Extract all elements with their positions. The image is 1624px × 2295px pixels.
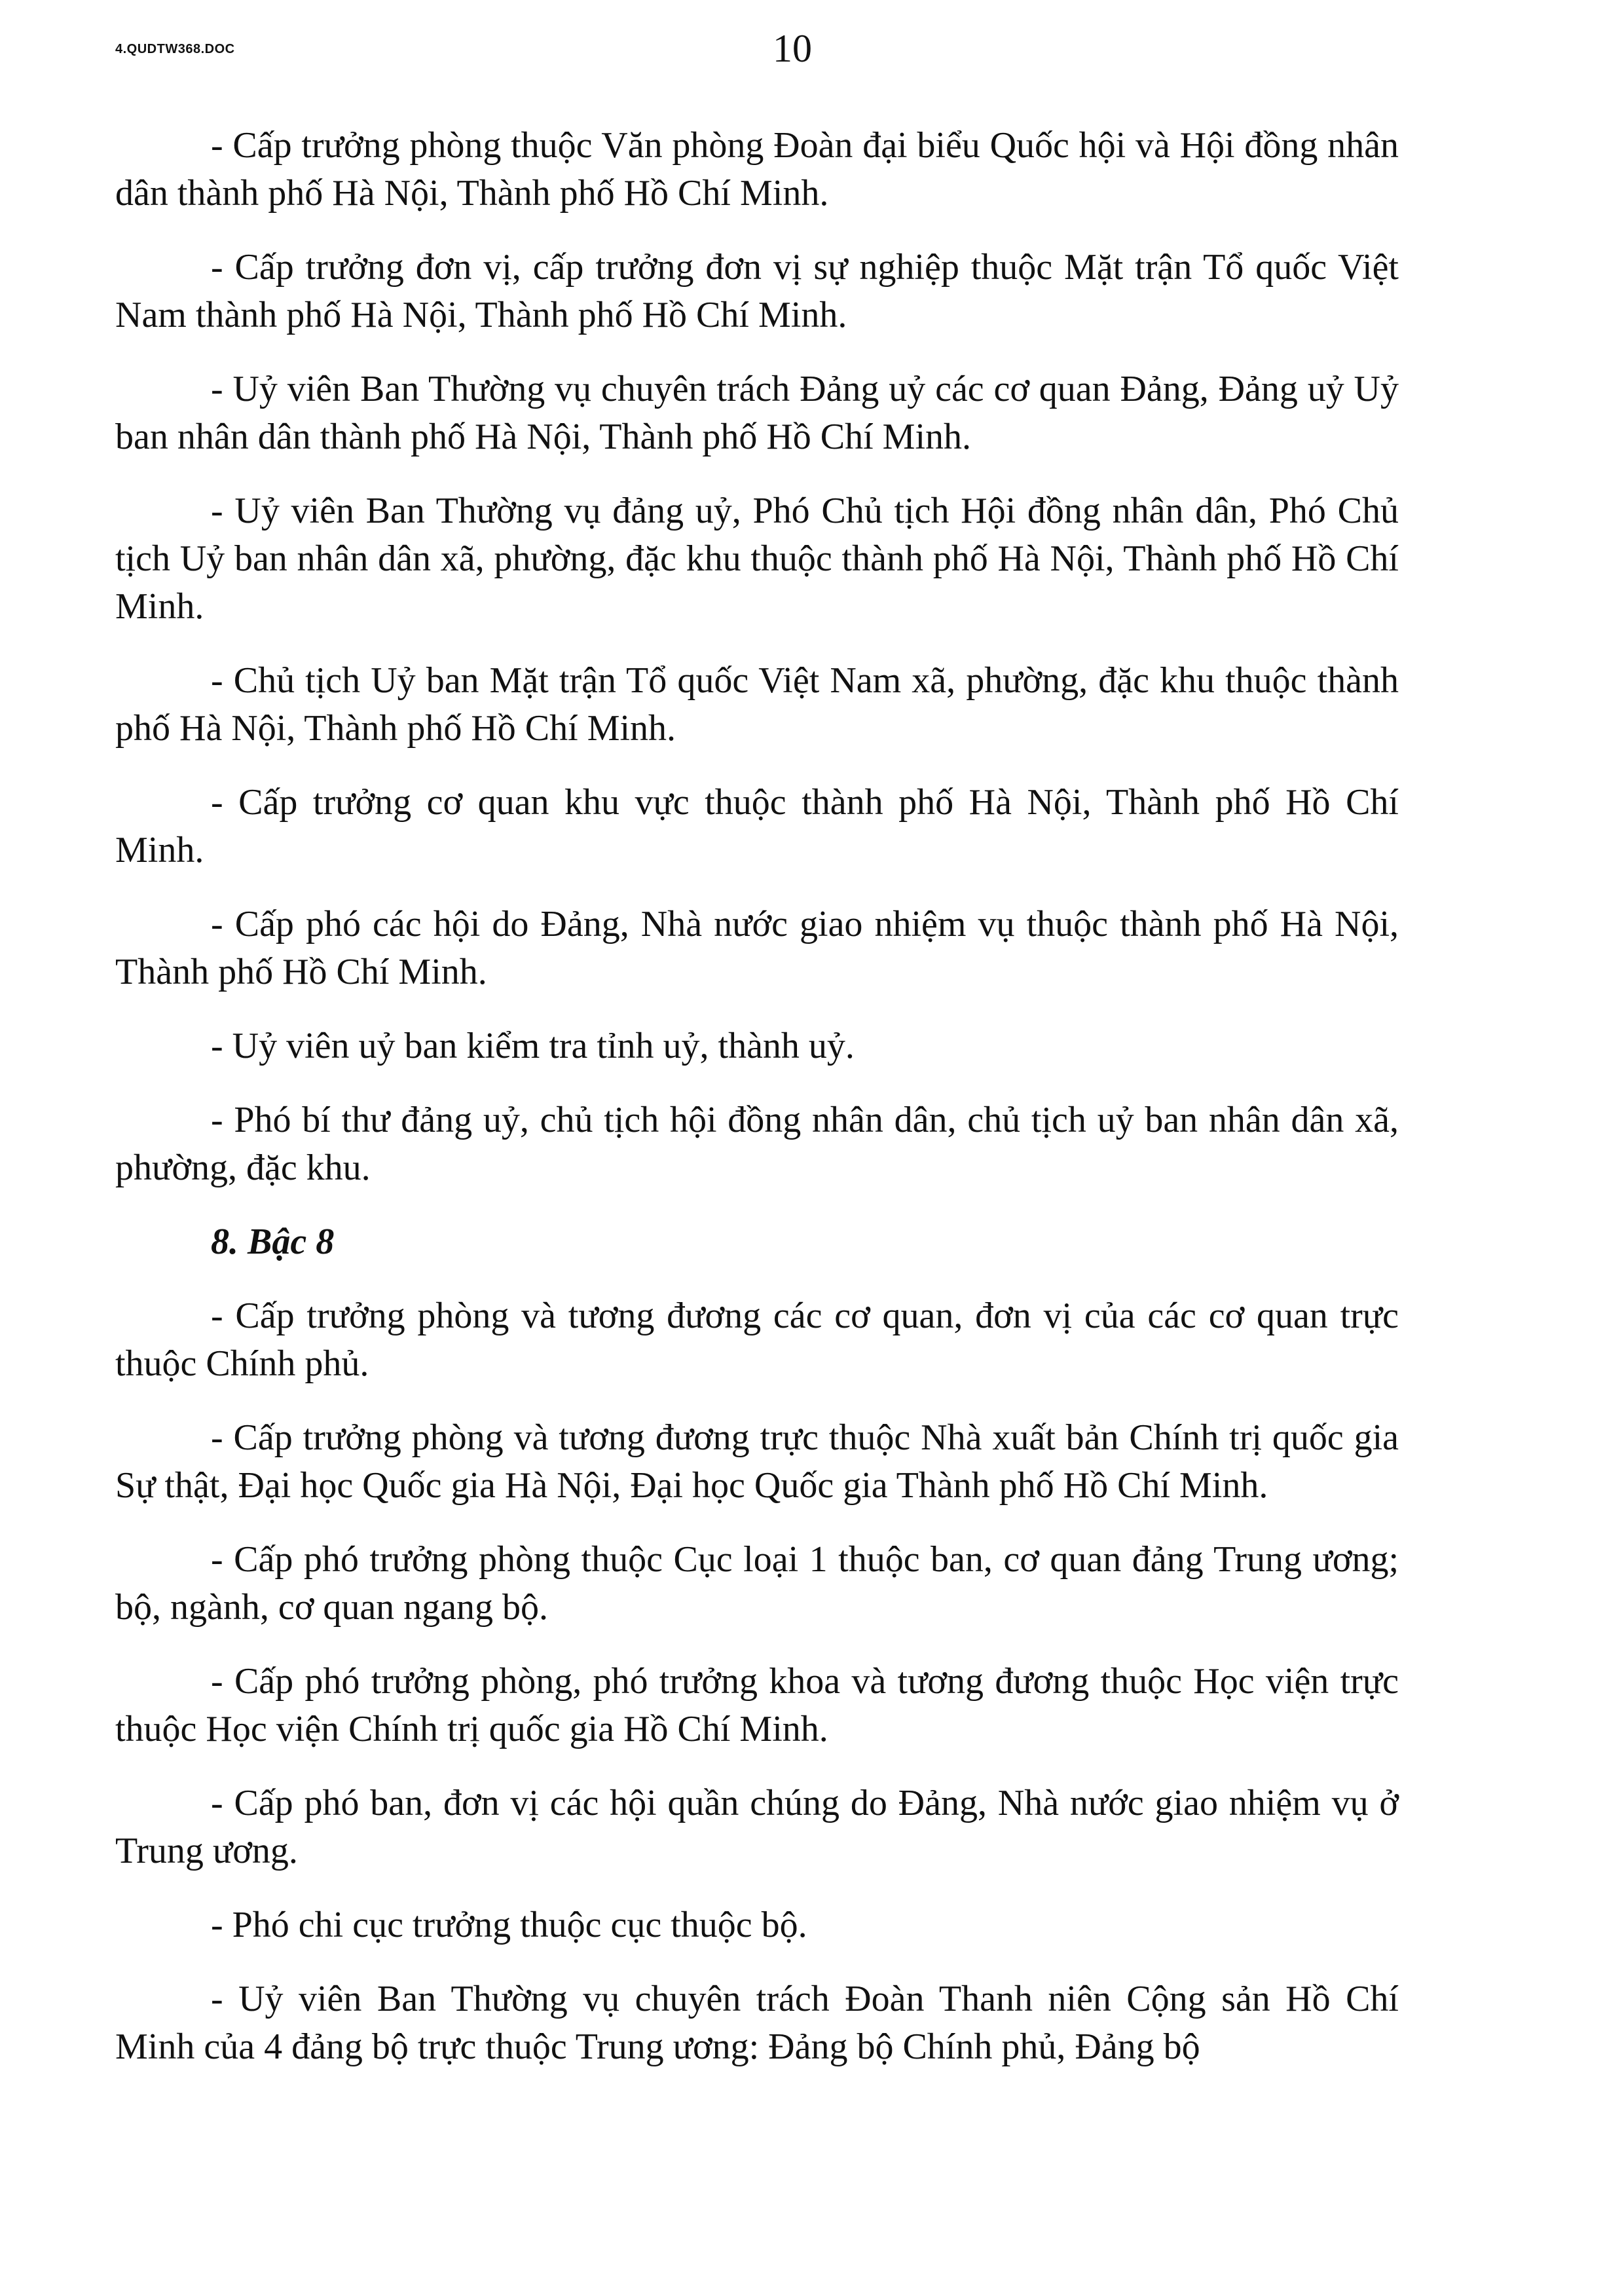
paragraph: - Cấp phó ban, đơn vị các hội quần chúng do Đảng, Nhà nước giao nhiệm vụ ở Trung ương. xyxy=(115,1783,1399,1871)
paragraph: - Cấp phó trưởng phòng thuộc Cục loại 1 thuộc ban, cơ quan đảng Trung ương; bộ, ngành, cơ quan ngang bộ. xyxy=(115,1539,1399,1628)
paragraph: - Uỷ viên Ban Thường vụ chuyên trách Đảng uỷ các cơ quan Đảng, Đảng uỷ Uỷ ban nhân dân thành phố Hà Nội, Thành phố Hồ Chí Minh. xyxy=(115,369,1399,457)
paragraph: - Cấp phó các hội do Đảng, Nhà nước giao nhiệm vụ thuộc thành phố Hà Nội, Thành phố Hồ Chí Minh. xyxy=(115,904,1399,992)
paragraph: - Phó bí thư đảng uỷ, chủ tịch hội đồng nhân dân, chủ tịch uỷ ban nhân dân xã, phường, đặc khu. xyxy=(115,1100,1399,1188)
paragraph: - Uỷ viên uỷ ban kiểm tra tỉnh uỷ, thành uỷ. xyxy=(211,1026,855,1066)
paragraph: - Phó chi cục trưởng thuộc cục thuộc bộ. xyxy=(211,1905,807,1945)
paragraph: - Uỷ viên Ban Thường vụ đảng uỷ, Phó Chủ tịch Hội đồng nhân dân, Phó Chủ tịch Uỷ ban nhân dân xã, phường, đặc khu thuộc thành phố Hà Nội, Thành phố Hồ Chí Minh. xyxy=(115,491,1399,627)
paragraph: - Cấp trưởng phòng thuộc Văn phòng Đoàn đại biểu Quốc hội và Hội đồng nhân dân thành phố Hà Nội, Thành phố Hồ Chí Minh. xyxy=(115,125,1399,214)
document-body xyxy=(115,122,1399,2097)
document-file-name: 4.QUDTW368.DOC xyxy=(115,42,235,56)
paragraph: - Cấp phó trưởng phòng, phó trưởng khoa và tương đương thuộc Học viện trực thuộc Học viện Chính trị quốc gia Hồ Chí Minh. xyxy=(115,1661,1399,1749)
section-heading: 8. Bậc 8 xyxy=(211,1222,335,1262)
paragraph: - Cấp trưởng cơ quan khu vực thuộc thành phố Hà Nội, Thành phố Hồ Chí Minh. xyxy=(115,782,1399,870)
paragraph: - Cấp trưởng phòng và tương đương các cơ quan, đơn vị của các cơ quan trực thuộc Chính phủ. xyxy=(115,1296,1399,1384)
paragraph: - Uỷ viên Ban Thường vụ chuyên trách Đoàn Thanh niên Cộng sản Hồ Chí Minh của 4 đảng bộ trực thuộc Trung ương: Đảng bộ Chính phủ, Đảng bộ xyxy=(115,1979,1399,2067)
paragraph: - Chủ tịch Uỷ ban Mặt trận Tổ quốc Việt Nam xã, phường, đặc khu thuộc thành phố Hà Nội, Thành phố Hồ Chí Minh. xyxy=(115,660,1399,749)
paragraph: - Cấp trưởng đơn vị, cấp trưởng đơn vị sự nghiệp thuộc Mặt trận Tổ quốc Việt Nam thành phố Hà Nội, Thành phố Hồ Chí Minh. xyxy=(115,247,1399,335)
paragraph: - Cấp trưởng phòng và tương đương trực thuộc Nhà xuất bản Chính trị quốc gia Sự thật, Đại học Quốc gia Hà Nội, Đại học Quốc gia Thành phố Hồ Chí Minh. xyxy=(115,1417,1399,1506)
page-number: 10 xyxy=(773,27,812,70)
